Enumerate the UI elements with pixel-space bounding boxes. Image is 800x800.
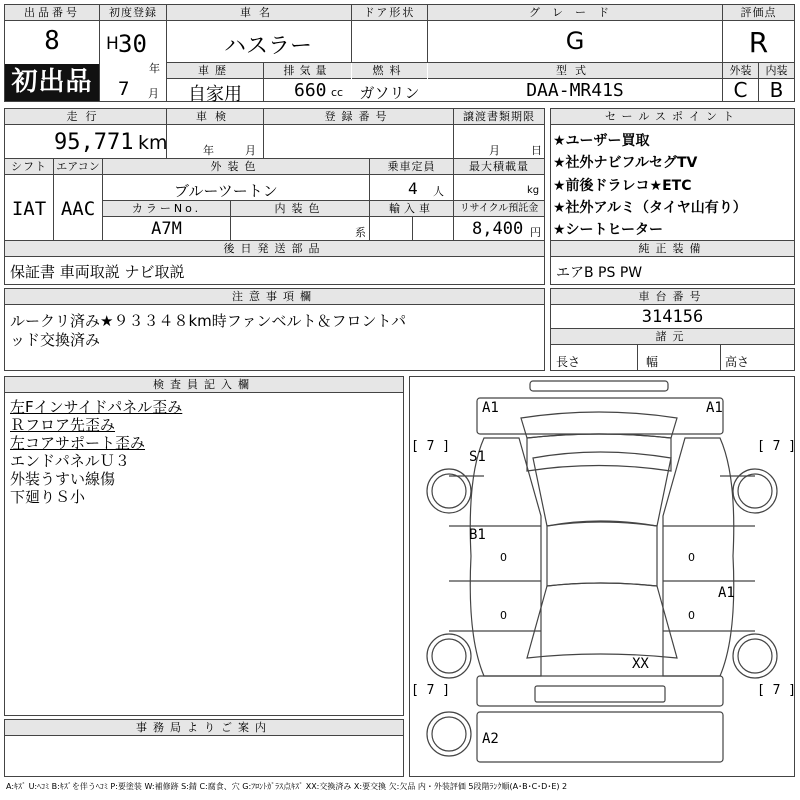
interior-rating: B [769, 78, 784, 102]
displacement-header: 排気量 [264, 63, 351, 79]
first-listing-badge [5, 64, 99, 101]
sales-points-header: セールスポイント [551, 109, 794, 125]
transfer-deadline-header: 譲渡書類期限 [454, 109, 544, 125]
door-type-header: ドア形状 [352, 5, 427, 21]
inspector-notes-header: 検査員記入欄 [5, 377, 403, 393]
registration-month: 7 [118, 78, 130, 100]
ac-header: エアコン [54, 159, 102, 175]
capacity: 4 [408, 179, 418, 198]
max-load-unit: kg [527, 185, 540, 196]
width-label: 幅 [646, 355, 659, 369]
chassis-number-header: 車台番号 [551, 289, 794, 305]
displacement: 660 [294, 80, 327, 101]
history-header: 車歴 [167, 63, 263, 79]
chassis-number: 314156 [641, 307, 704, 327]
damage-mark-s1: S1 [469, 449, 486, 465]
standard-equipment: エアB PS PW [556, 265, 643, 281]
damage-mark-a1-right: A1 [718, 585, 735, 601]
shift: IAT [11, 198, 47, 220]
damage-mark-b1: B1 [469, 527, 486, 543]
first-registration-header: 初度登録 [100, 5, 166, 21]
car-name: ハスラー [224, 34, 313, 59]
interior-color-unit: 系 [355, 226, 366, 239]
transfer-month-unit: 月 [489, 144, 500, 157]
standard-equipment-header: 純正装備 [551, 241, 794, 257]
interior-color-header: 内装色 [231, 201, 369, 217]
recycle-fee: 8,400 [472, 219, 524, 239]
damage-mark-a1-front-left: A1 [482, 400, 499, 416]
inspector-line-5: 外装うすい線傷 [10, 470, 116, 488]
tire-front-right: [ 7 ] [757, 439, 797, 454]
month-unit: 月 [148, 87, 159, 100]
damage-mark-xx: XX [632, 656, 649, 672]
air-conditioner: AAC [60, 198, 96, 220]
inspector-line-4: エンドパネルＵ３ [10, 452, 130, 470]
model-code: DAA-MR41S [526, 80, 624, 101]
grade: G [565, 27, 585, 55]
recycle-fee-unit: 円 [530, 226, 541, 239]
inspector-line-3: 左コアサポート歪み [10, 434, 146, 452]
inspection-month-unit: 月 [245, 144, 256, 157]
registration-year: 30 [118, 30, 147, 58]
tread-mark-3: 0 [500, 609, 507, 622]
inspector-line-6: 下廻りＳ小 [10, 488, 86, 506]
tire-front-left: [ 7 ] [411, 439, 451, 454]
legend: A:ｷｽﾞ U:ﾍｺﾐ B:ｷｽﾞを伴うﾍｺﾐ P:要塗装 W:補修跡 S:錆 C:腐食、穴 G:ﾌﾛﾝﾄｶﾞﾗｽ点ｷｽﾞ XX:交換済み X:要交換 欠:欠品 内・外装評価 5段階ﾗﾝｸ順(A･B･C･D･E) 2 [6, 782, 568, 791]
import-header: 輸入車 [370, 201, 453, 217]
shift-header: シフト [5, 159, 53, 175]
office-notice-header: 事務局よりご案内 [5, 720, 403, 736]
notes-header: 注意事項欄 [5, 289, 544, 305]
damage-mark-a2: A2 [482, 731, 499, 747]
exterior-color-header: 外装色 [103, 159, 369, 175]
later-parts-header: 後日発送部品 [5, 241, 544, 257]
mileage-header: 走行 [5, 109, 166, 125]
sales-point-2: ★社外ナビフルセグTV [553, 155, 698, 171]
color-number-header: カラーNo. [103, 201, 230, 217]
score-header: 評価点 [723, 5, 794, 21]
color-number: A7M [151, 219, 182, 239]
transfer-day-unit: 日 [531, 144, 542, 157]
interior-header: 内装 [759, 63, 794, 79]
capacity-unit: 人 [433, 185, 444, 198]
mileage-unit: km [138, 132, 168, 154]
car-name-header: 車名 [167, 5, 351, 21]
sales-point-3: ★前後ドラレコ★ETC [553, 178, 692, 194]
era: H [106, 34, 119, 54]
tread-mark-1: 0 [500, 551, 507, 564]
sales-point-5: ★シートヒーター [553, 222, 663, 238]
model-header: 型式 [428, 63, 722, 79]
exterior-color: ブルーツートン [174, 182, 278, 200]
exterior-header: 外装 [723, 63, 758, 79]
fuel: ガソリン [359, 84, 420, 102]
inspector-line-2: Ｒフロア先歪み [10, 416, 116, 434]
score: R [748, 26, 769, 59]
tread-mark-4: 0 [688, 609, 695, 622]
capacity-header: 乗車定員 [370, 159, 453, 175]
fuel-header: 燃料 [352, 63, 427, 79]
lot-number: 8 [44, 26, 60, 56]
recycle-fee-header: リサイクル預託金 [454, 201, 544, 217]
exterior-rating: C [733, 78, 748, 102]
notes-line-1: ルークリ済み★９３３４８km時ファンベルト＆フロントパ [10, 312, 407, 330]
later-parts: 保証書 車両取説 ナビ取説 [10, 263, 185, 281]
lot-number-header: 出品番号 [5, 5, 99, 21]
tire-rear-right: [ 7 ] [757, 683, 797, 698]
displacement-unit: cc [331, 86, 344, 99]
inspection-year-unit: 年 [203, 144, 214, 157]
dimensions-header: 諸元 [551, 329, 794, 345]
inspection-header: 車検 [167, 109, 263, 125]
first-listing-label: 初出品 [11, 67, 93, 97]
tread-mark-2: 0 [688, 551, 695, 564]
year-unit: 年 [149, 62, 160, 75]
history: 自家用 [188, 84, 242, 105]
inspector-line-1: 左Fインサイドパネル歪み [10, 398, 183, 416]
sales-point-1: ★ユーザー買取 [553, 133, 650, 149]
car-outline-diagram [409, 376, 795, 777]
mileage: 95,771 [54, 130, 134, 155]
grade-header: グレード [428, 5, 722, 21]
tire-rear-left: [ 7 ] [411, 683, 451, 698]
max-load-header: 最大積載量 [454, 159, 544, 175]
height-label: 高さ [725, 355, 750, 369]
sales-point-4: ★社外アルミ（タイヤ山有り） [553, 200, 747, 216]
damage-mark-a1-front-right: A1 [706, 400, 723, 416]
notes-line-2: ッド交換済み [10, 331, 101, 349]
length-label: 長さ [556, 355, 581, 369]
plate-header: 登録番号 [264, 109, 453, 125]
